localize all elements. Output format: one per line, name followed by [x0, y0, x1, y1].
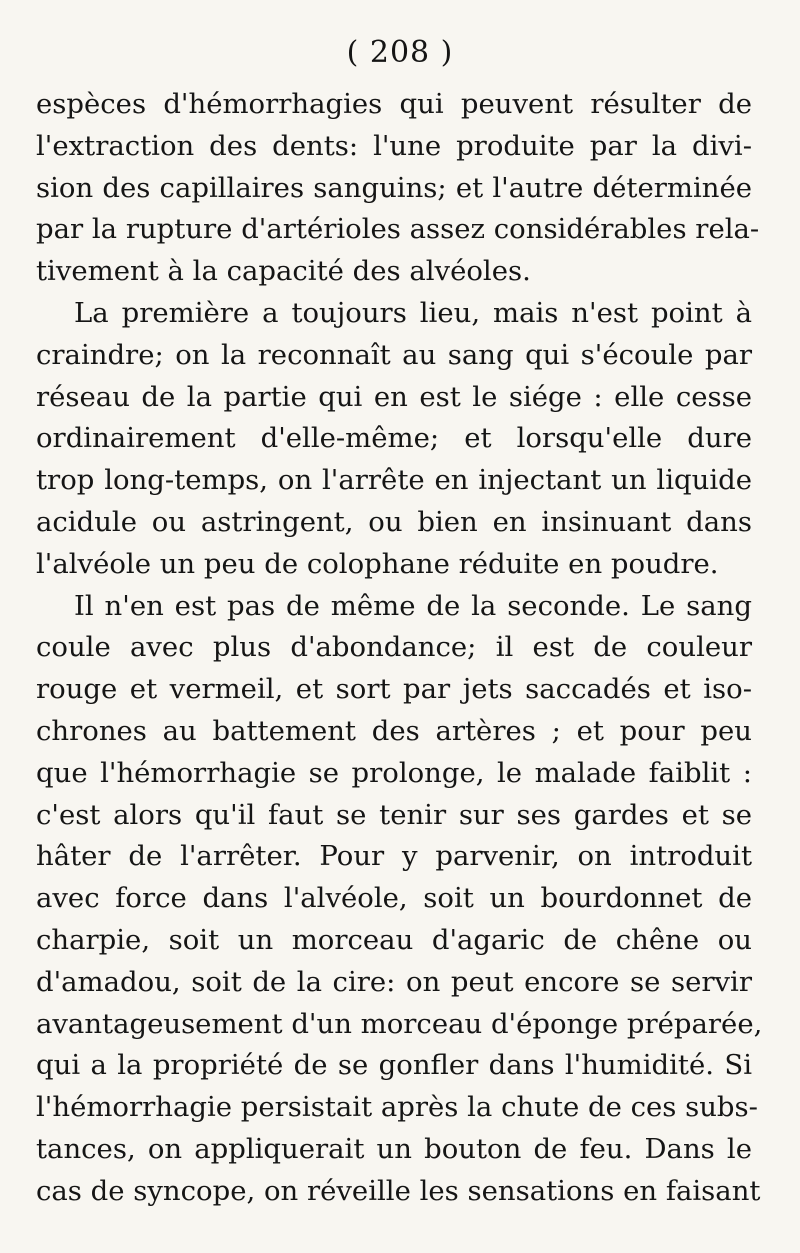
page-number: ( 208 ) — [346, 35, 454, 70]
text-line: l'hémorrhagie persistait après la chute de ces subs- — [36, 1091, 758, 1124]
text-line: l'alvéole un peu de colophane réduite en poudre. — [36, 547, 719, 580]
text-line: Il n'en est pas de même de la seconde. Le sang — [74, 589, 752, 622]
text-line: avec force dans l'alvéole, soit un bourdonnet de — [36, 882, 752, 915]
text-line: l'extraction des dents: l'une produite par la divi- — [36, 129, 752, 162]
text-line: chrones au battement des artères ; et pour peu — [36, 714, 752, 747]
text-line: avantageusement d'un morceau d'éponge préparée, — [36, 1007, 763, 1040]
text-line: coule avec plus d'abondance; il est de couleur — [36, 631, 752, 664]
text-line: réseau de la partie qui en est le siége : elle cesse — [36, 380, 752, 413]
body-text — [36, 84, 763, 1213]
text-line: sion des capillaires sanguins; et l'autre déterminée — [36, 171, 752, 204]
text-line: ordinairement d'elle-même; et lorsqu'elle dure — [36, 422, 752, 455]
text-line: charpie, soit un morceau d'agaric de chêne ou — [36, 923, 752, 956]
text-line: rouge et vermeil, et sort par jets saccadés et iso- — [36, 673, 752, 706]
text-line: d'amadou, soit de la cire: on peut encore se servir — [36, 965, 752, 998]
text-line: La première a toujours lieu, mais n'est point à — [74, 296, 752, 329]
text-line: tances, on appliquerait un bouton de feu. Dans le — [36, 1132, 752, 1165]
text-line: hâter de l'arrêter. Pour y parvenir, on introduit — [36, 840, 752, 873]
text-line: par la rupture d'artérioles assez considérables rela- — [36, 213, 760, 246]
text-line: c'est alors qu'il faut se tenir sur ses gardes et se — [36, 798, 752, 831]
text-line: acidule ou astringent, ou bien en insinuant dans — [36, 505, 752, 538]
text-line: tivement à la capacité des alvéoles. — [36, 255, 531, 288]
text-line: trop long-temps, on l'arrête en injectant un liquide — [36, 464, 752, 497]
text-line: que l'hémorrhagie se prolonge, le malade faiblit : — [36, 756, 752, 789]
text-line: qui a la propriété de se gonfler dans l'humidité. Si — [36, 1049, 752, 1082]
text-line: cas de syncope, on réveille les sensations en faisant — [36, 1174, 761, 1207]
text-line: espèces d'hémorrhagies qui peuvent résulter de — [36, 88, 752, 120]
text-line: craindre; on la reconnaît au sang qui s'écoule par — [36, 338, 752, 371]
